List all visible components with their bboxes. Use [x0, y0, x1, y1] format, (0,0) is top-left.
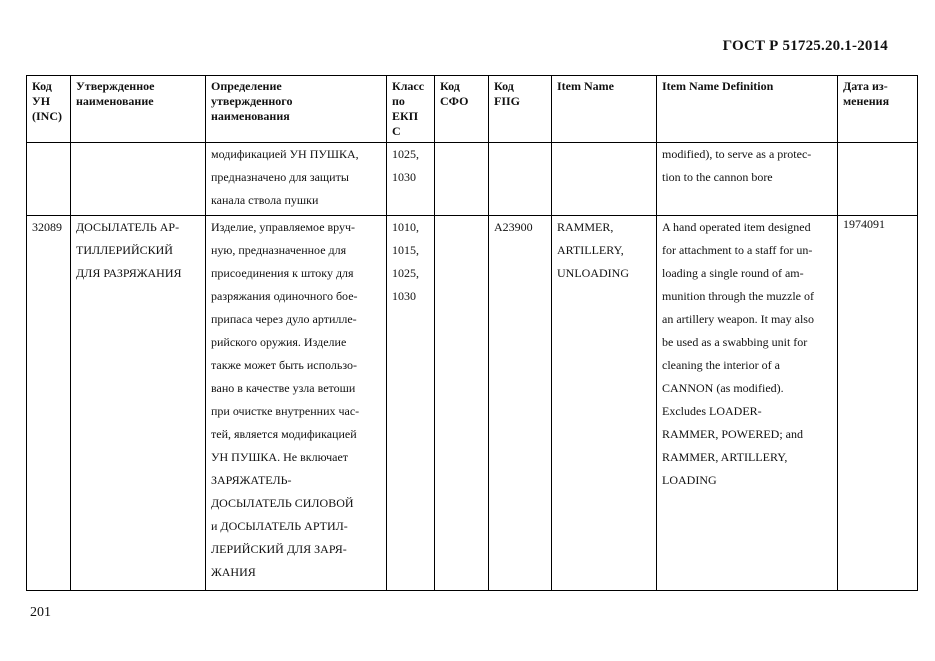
cell-inc	[27, 143, 71, 216]
col-header-inc	[27, 76, 71, 143]
cell-line: A hand operated item designed	[662, 220, 811, 234]
cell-approved-name	[71, 216, 206, 591]
cell-line: модификацией УН ПУШКА,	[211, 147, 359, 161]
cell-line: 1030	[392, 170, 416, 184]
table-header-row	[27, 76, 918, 143]
cell-line: RAMMER, ARTILLERY,	[662, 450, 788, 464]
col-header-change-date	[838, 76, 918, 143]
cell-line: тей, является модификацией	[211, 427, 357, 441]
cell-line: RAMMER, POWERED; and	[662, 427, 803, 441]
page-number: 201	[30, 605, 51, 620]
col-header-line: наименование	[76, 94, 154, 108]
cell-definition	[206, 143, 387, 216]
cell-line: loading a single round of am-	[662, 266, 804, 280]
cell-line: Изделие, управляемое вруч-	[211, 220, 356, 234]
table-row	[27, 143, 918, 216]
cell-line: tion to the cannon bore	[662, 170, 773, 184]
cell-line: an artillery weapon. It may also	[662, 312, 814, 326]
cell-line: припаса через дуло артилле-	[211, 312, 357, 326]
cell-item-definition	[657, 216, 838, 591]
cell-line: предназначено для защиты	[211, 170, 349, 184]
cell-fiig	[489, 216, 552, 591]
cell-class	[387, 143, 435, 216]
cell-approved-name	[71, 143, 206, 216]
cell-fiig	[489, 143, 552, 216]
cell-line: ДЛЯ РАЗРЯЖАНИЯ	[76, 266, 182, 280]
col-header-line: СФО	[440, 94, 469, 108]
col-header-item-name	[552, 76, 657, 143]
cell-line: 1010,	[392, 220, 419, 234]
col-header-line: Класс	[392, 79, 425, 93]
cell-line: вано в качестве узла ветоши	[211, 381, 356, 395]
col-header-fiig	[489, 76, 552, 143]
cell-line: Excludes LOADER-	[662, 404, 762, 418]
cell-line: присоединения к штоку для	[211, 266, 354, 280]
classification-table	[26, 75, 918, 591]
cell-inc	[27, 216, 71, 591]
cell-line: 1030	[392, 289, 416, 303]
cell-line: 32089	[32, 220, 62, 234]
cell-line: и ДОСЫЛАТЕЛЬ АРТИЛ-	[211, 519, 348, 533]
col-header-line: Код	[494, 79, 514, 93]
col-header-line: утвержденного	[211, 94, 293, 108]
col-header-sfo	[435, 76, 489, 143]
col-header-line: Код	[32, 79, 52, 93]
col-header-line: по	[392, 94, 405, 108]
cell-line: канала ствола пушки	[211, 193, 319, 207]
cell-item-definition	[657, 143, 838, 216]
cell-line: ДОСЫЛАТЕЛЬ АР-	[76, 220, 180, 234]
cell-class	[387, 216, 435, 591]
col-header-line: FIIG	[494, 94, 521, 108]
cell-line: UNLOADING	[557, 266, 629, 280]
col-header-line: (INC)	[32, 109, 62, 123]
col-header-item-definition	[657, 76, 838, 143]
cell-line: УН ПУШКА. Не включает	[211, 450, 349, 464]
cell-line: ТИЛЛЕРИЙСКИЙ	[76, 243, 173, 257]
cell-line: munition through the muzzle of	[662, 289, 814, 303]
cell-line: также может быть использо-	[211, 358, 358, 372]
cell-sfo	[435, 216, 489, 591]
cell-line: RAMMER,	[557, 220, 614, 234]
cell-item-name	[552, 143, 657, 216]
cell-line: A23900	[494, 220, 533, 234]
cell-change-date	[838, 216, 918, 591]
cell-line: ЗАРЯЖАТЕЛЬ-	[211, 473, 292, 487]
col-header-line: Item Name Definition	[662, 79, 774, 93]
cell-line: ARTILLERY,	[557, 243, 624, 257]
cell-line: ЛЕРИЙСКИЙ ДЛЯ ЗАРЯ-	[211, 542, 347, 556]
cell-definition	[206, 216, 387, 591]
cell-line: разряжания одиночного бое-	[211, 289, 358, 303]
col-header-definition	[206, 76, 387, 143]
cell-sfo	[435, 143, 489, 216]
col-header-approved-name	[71, 76, 206, 143]
col-header-line: менения	[843, 94, 890, 108]
cell-line: ЖАНИЯ	[211, 565, 256, 579]
col-header-line: Утвержденное	[76, 79, 155, 93]
cell-line: LOADING	[662, 473, 717, 487]
col-header-line: Код	[440, 79, 460, 93]
cell-line: for attachment to a staff for un-	[662, 243, 813, 257]
cell-line: ную, предназначенное для	[211, 243, 347, 257]
col-header-line: Дата из-	[843, 79, 888, 93]
cell-line: 1025,	[392, 266, 419, 280]
col-header-line: С	[392, 124, 401, 138]
cell-line: ДОСЫЛАТЕЛЬ СИЛОВОЙ	[211, 496, 354, 510]
cell-line: 1025,	[392, 147, 419, 161]
cell-line: be used as a swabbing unit for	[662, 335, 808, 349]
table-row	[27, 216, 918, 591]
col-header-line: наименования	[211, 109, 290, 123]
cell-line: modified), to serve as a protec-	[662, 147, 812, 161]
cell-line: рийского оружия. Изделие	[211, 335, 347, 349]
cell-line: 1974091	[843, 217, 885, 231]
cell-line: при очистке внутренних час-	[211, 404, 360, 418]
cell-item-name	[552, 216, 657, 591]
col-header-line: Item Name	[557, 79, 614, 93]
cell-line: CANNON (as modified).	[662, 381, 784, 395]
cell-change-date	[838, 143, 918, 216]
col-header-class	[387, 76, 435, 143]
col-header-line: УН	[32, 94, 51, 108]
cell-line: 1015,	[392, 243, 419, 257]
col-header-line: ЕКП	[392, 109, 419, 123]
cell-line: cleaning the interior of a	[662, 358, 780, 372]
col-header-line: Определение	[211, 79, 282, 93]
document-id: ГОСТ Р 51725.20.1-2014	[722, 38, 888, 54]
